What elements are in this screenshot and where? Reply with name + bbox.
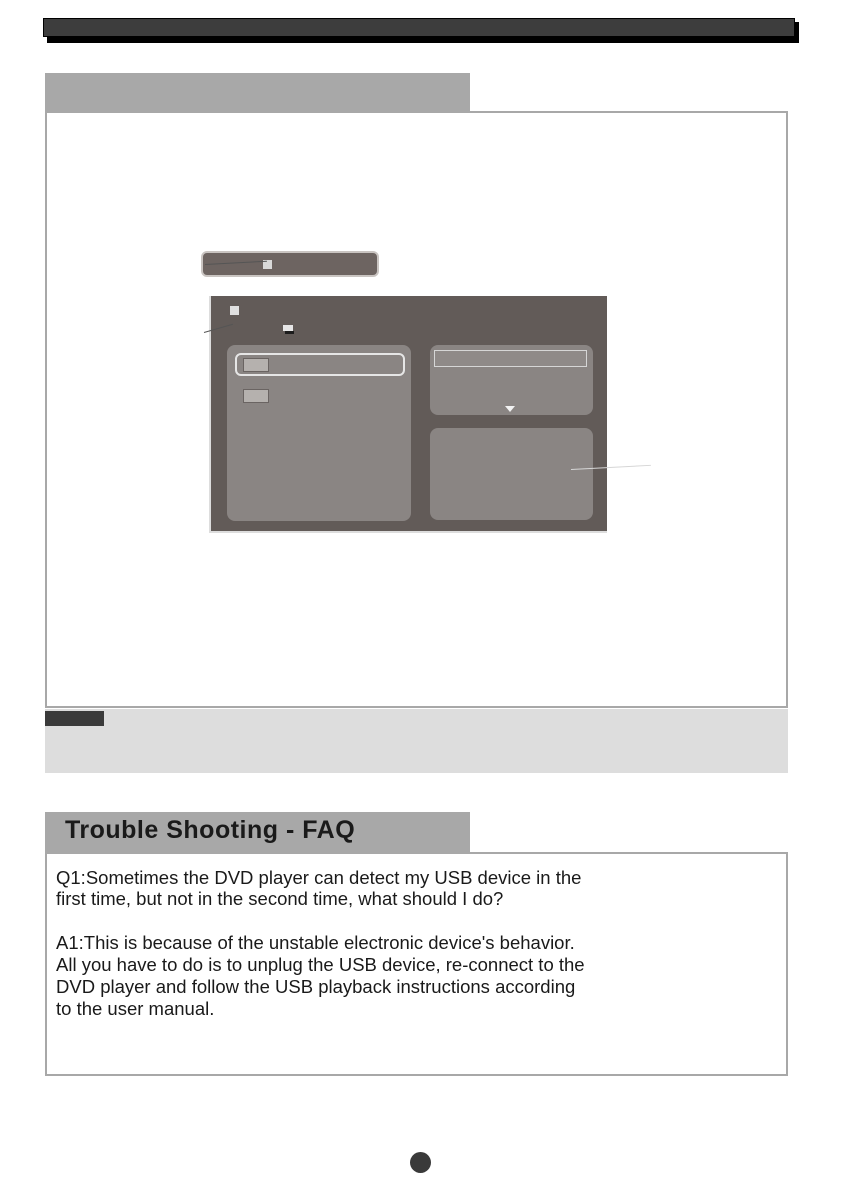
down-arrow-icon[interactable]: [505, 406, 515, 412]
folder-icon[interactable]: [243, 389, 269, 403]
faq-question-line: Q1:Sometimes the DVD player can detect my USB device in the: [56, 867, 582, 888]
faq-answer-line: A1:This is because of the unstable electronic device's behavior.: [56, 932, 575, 953]
header-bar: [43, 18, 795, 37]
faq-title: Trouble Shooting - FAQ: [65, 816, 356, 844]
section-tab: [45, 73, 470, 112]
faq-answer-line: to the user manual.: [56, 998, 215, 1019]
preview-pane: [430, 428, 593, 520]
mode-selector[interactable]: [201, 251, 379, 277]
note-tab: [45, 711, 104, 726]
faq-answer-line: All you have to do is to unplug the USB device, re-connect to the: [56, 954, 585, 975]
faq-question-line: first time, but not in the second time, what should I do?: [56, 888, 504, 909]
page-number-badge: [410, 1152, 431, 1173]
device-icon: [283, 325, 294, 334]
folder-icon: [243, 358, 269, 372]
browser-indicator-icon: [230, 306, 239, 315]
info-field: [434, 350, 587, 367]
faq-answer-line: DVD player and follow the USB playback instructions according: [56, 976, 576, 997]
note-box: [45, 709, 788, 773]
